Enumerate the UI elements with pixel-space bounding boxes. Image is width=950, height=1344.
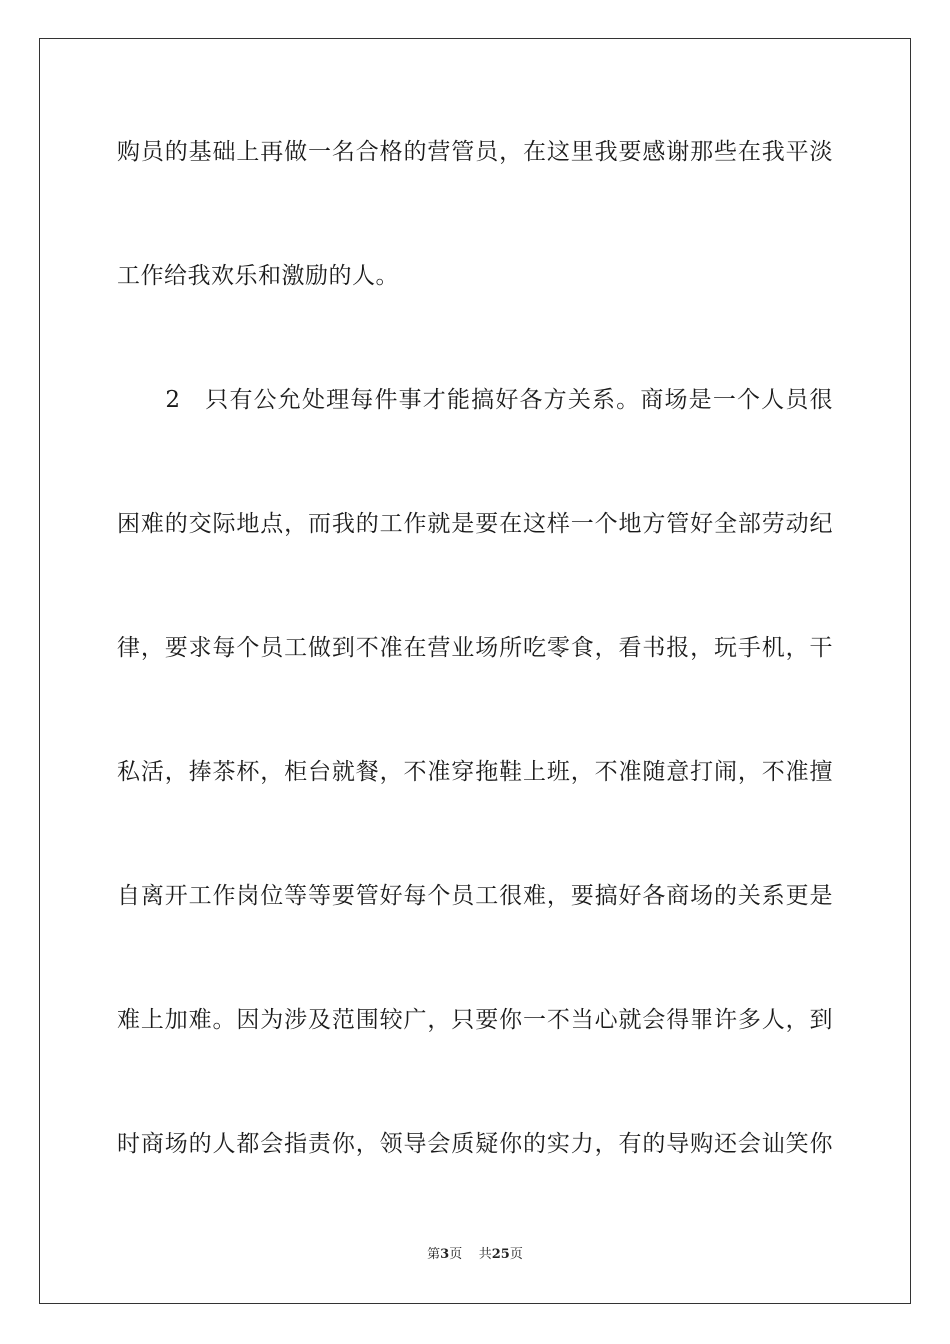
paragraph-line: 工作给我欢乐和激励的人。 — [117, 263, 399, 289]
page-footer — [0, 1246, 950, 1264]
total-prefix: 共 — [478, 1247, 492, 1262]
paragraph-line: 时商场的人都会指责你，领导会质疑你的实力，有的导购还会讪笑你 — [117, 1131, 833, 1157]
paragraph-line: 购员的基础上再做一名合格的营管员，在这里我要感谢那些在我平淡 — [117, 139, 833, 165]
paragraph-line: 私活，捧茶杯，柜台就餐，不准穿拖鞋上班，不准随意打闹，不准擅 — [117, 759, 833, 785]
paragraph-line: 自离开工作岗位等等要管好每个员工很难，要搞好各商场的关系更是 — [117, 883, 833, 909]
paragraph-line: 律，要求每个员工做到不准在营业场所吃零食，看书报，玩手机，干 — [117, 635, 833, 661]
page-prefix: 第 — [427, 1247, 441, 1262]
current-page-number: 3 — [440, 1247, 450, 1262]
total-suffix: 页 — [509, 1247, 523, 1262]
paragraph-line-indented: 2 只有公允处理每件事才能搞好各方关系。商场是一个人员很 — [117, 387, 833, 413]
page-border — [39, 38, 911, 1304]
page-suffix: 页 — [449, 1247, 463, 1262]
paragraph-line: 困难的交际地点，而我的工作就是要在这样一个地方管好全部劳动纪 — [117, 511, 833, 537]
total-page-count: 25 — [491, 1247, 510, 1262]
paragraph-line: 难上加难。因为涉及范围较广，只要你一不当心就会得罪许多人，到 — [117, 1007, 833, 1033]
